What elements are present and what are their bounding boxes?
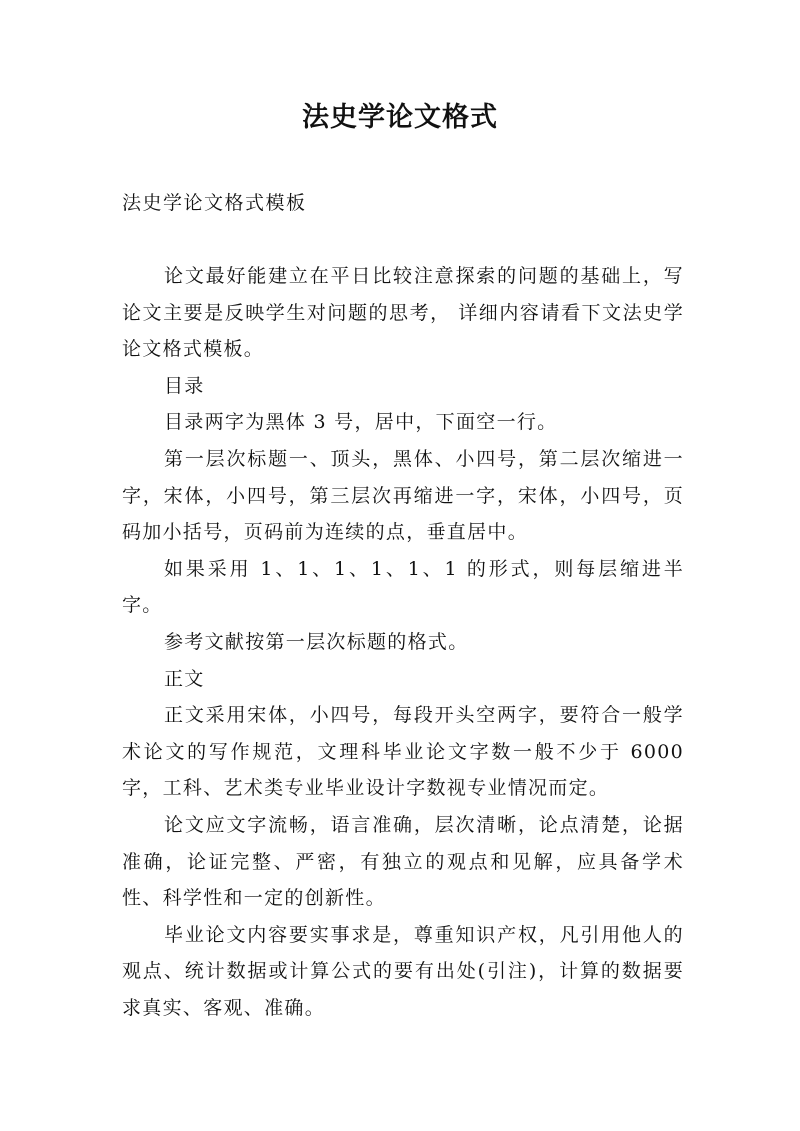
paragraph-body-format: 正文采用宋体，小四号，每段开头空两字，要符合一般学术论文的写作规范，文理科毕业论文字数一般不少于 6000 字，工科、艺术类专业毕业设计字数视专业情况而定。 [122, 704, 684, 800]
paragraph-toc-levels: 第一层次标题一、顶头，黑体、小四号，第二层次缩进一字，宋体，小四号，第三层次再缩进一字，宋体，小四号，页码加小括号，页码前为连续的点，垂直居中。 [122, 447, 684, 544]
document-body [122, 258, 684, 1026]
paragraph-toc-title-format: 目录两字为黑体 3 号，居中，下面空一行。 [164, 411, 558, 434]
paragraph-intro: 论文最好能建立在平日比较注意探索的问题的基础上，写论文主要是反映学生对问题的思考， 详细内容请看下文法史学论文格式模板。 [122, 265, 684, 361]
paragraph-citation-rules: 毕业论文内容要实事求是，尊重知识产权，凡引用他人的观点、统计数据或计算公式的要有出处(引注)，计算的数据要求真实、客观、准确。 [122, 923, 684, 1019]
heading-body: 正文 [164, 667, 205, 690]
document-title: 法史学论文格式 [302, 102, 498, 133]
paragraph-toc-numbering: 如果采用 1、1、1、1、1、1 的形式，则每层缩进半字。 [122, 557, 684, 617]
paragraph-references-format: 参考文献按第一层次标题的格式。 [164, 630, 469, 653]
paragraph-writing-quality: 论文应文字流畅，语言准确，层次清晰，论点清楚，论据准确，论证完整、严密，有独立的观点和见解，应具备学术性、科学性和一定的创新性。 [122, 813, 684, 910]
document-subtitle: 法史学论文格式模板 [122, 192, 307, 214]
heading-toc: 目录 [164, 374, 205, 397]
